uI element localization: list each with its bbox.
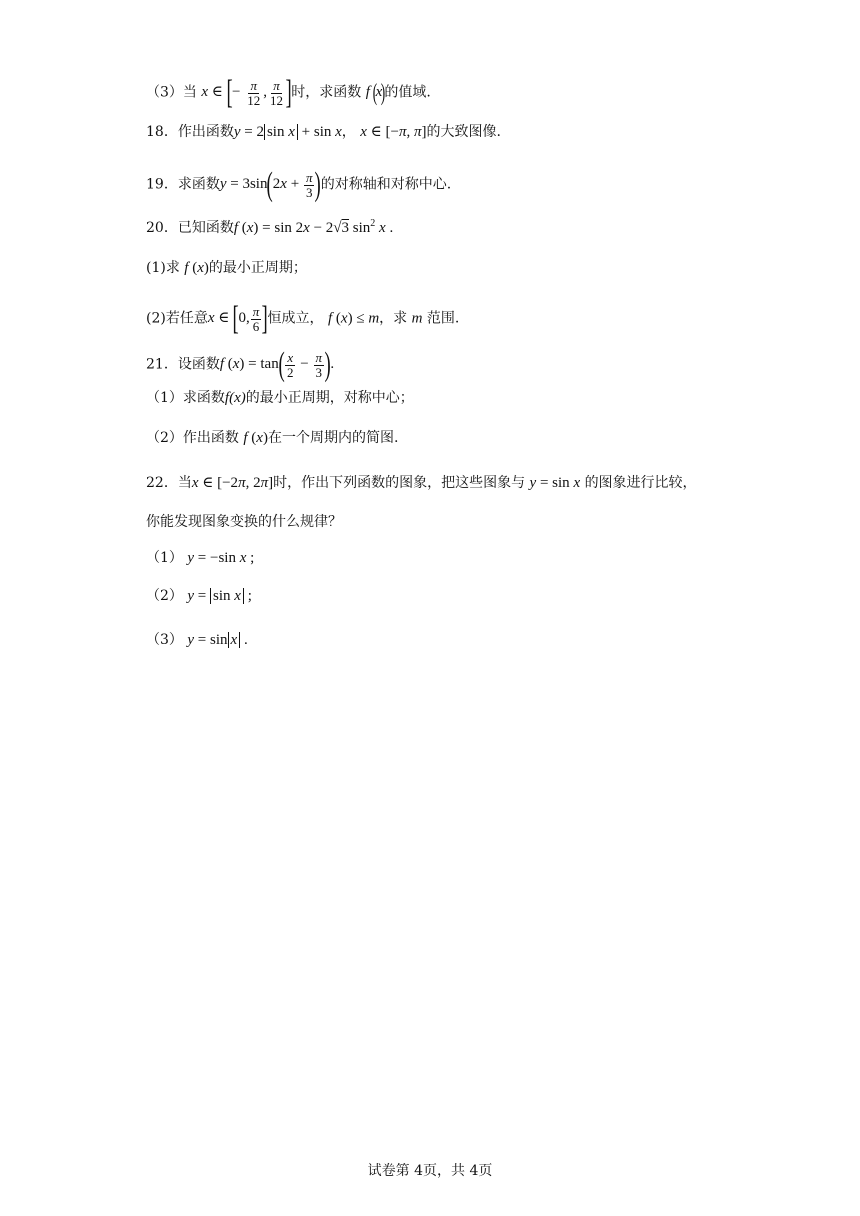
q22-number: 22．当 — [146, 475, 192, 491]
q20-part1-fx: f (x) — [184, 260, 209, 276]
q17-part3-interval: x ∈ [− $\frac{\pi}{12}$ , $\frac{\pi}{12}$ ] — [201, 74, 292, 111]
q18-function: y = 2 sin x + sin x — [233, 124, 342, 140]
q22-domain: x ∈ [−2π, 2π] — [191, 475, 274, 491]
q22-text2: 的图象进行比较， — [584, 475, 697, 491]
q21-part1 — [146, 388, 414, 408]
question-20 — [146, 214, 393, 238]
q20-part2-text2: ，求 — [379, 310, 408, 327]
q20-part2-m: m — [411, 310, 423, 327]
q20-part2 — [146, 302, 459, 336]
q18-text2: 的大致图像. — [426, 124, 501, 140]
q20-part1-text: 的最小正周期； — [208, 260, 307, 276]
q22-text1: 时，作出下列函数的图象，把这些图象与 — [273, 475, 526, 491]
q21-part1-text: 的最小正周期，对称中心； — [245, 390, 414, 406]
q19-function: y = 3sin(2x + $\frac{\pi}{3}$ ) — [219, 166, 322, 203]
q17-part3-fx: f (x) — [365, 80, 386, 106]
q21-function: f (x) = tan( $\frac{x}{2}$ − $\frac{\pi}{3}$ ). — [219, 346, 335, 383]
q22-sub2-formula: y = sin x ; — [187, 588, 252, 604]
q21-number: 21．设函数 — [146, 356, 220, 373]
q22-sub3-formula: y = sin x . — [187, 632, 248, 648]
q19-number: 19．求函数 — [146, 176, 220, 193]
question-18 — [146, 122, 501, 142]
q22-sub3-label: （3） — [146, 632, 183, 648]
q22-sub3 — [146, 630, 248, 650]
q20-function: f (x) = sin 2x − 2√3 $\sin^2 x$ . — [233, 218, 394, 236]
q22-sub2 — [146, 586, 252, 606]
q17-part3 — [146, 76, 431, 110]
q17-part3-text1: 时，求函数 — [291, 84, 362, 101]
q20-part2-interval: x ∈ [0, $\frac{\pi}{6}$ ] — [207, 300, 268, 337]
q20-part2-text1: 恒成立， — [267, 310, 324, 327]
q21-part2-text: 在一个周期内的简图. — [267, 430, 399, 446]
q22-sub2-label: （2） — [146, 588, 183, 604]
q20-part2-ineq: f (x) ≤ m — [328, 310, 380, 327]
q21-part2-fx: f (x) — [243, 430, 268, 446]
q22-sub1-label: （1） — [146, 550, 183, 566]
q20-part2-label: (2)若任意 — [146, 310, 208, 327]
q20-part2-text3: 范围. — [426, 310, 460, 327]
q18-text1: ， — [341, 124, 356, 140]
q22-line2: 你能发现图象变换的什么规律？ — [146, 514, 342, 530]
q18-number: 18．作出函数 — [146, 124, 234, 140]
question-19 — [146, 168, 451, 202]
q21-part2-label: （2）作出函数 — [146, 430, 239, 446]
question-21 — [146, 348, 334, 382]
page-footer: 试卷第 4页，共 4页 — [367, 1163, 493, 1179]
q21-part1-label: （1）求函数 — [146, 390, 225, 406]
q22-sub1 — [146, 548, 254, 568]
q17-part3-label: （3）当 — [146, 84, 197, 101]
q22-sinx: y = sin x — [529, 475, 581, 491]
question-22 — [146, 473, 697, 493]
q17-part3-text2: 的值域. — [384, 84, 431, 101]
q22-sub1-formula: y = −sin x ; — [187, 550, 255, 566]
q20-part1-label: (1)求 — [146, 260, 180, 276]
q18-domain: x ∈ [−π, π] — [360, 124, 427, 140]
q21-part1-fx: f(x) — [224, 390, 246, 406]
q20-part1 — [146, 258, 307, 278]
q20-number: 20．已知函数 — [146, 220, 234, 236]
q19-text1: 的对称轴和对称中心. — [320, 176, 452, 193]
q21-part2 — [146, 428, 398, 448]
